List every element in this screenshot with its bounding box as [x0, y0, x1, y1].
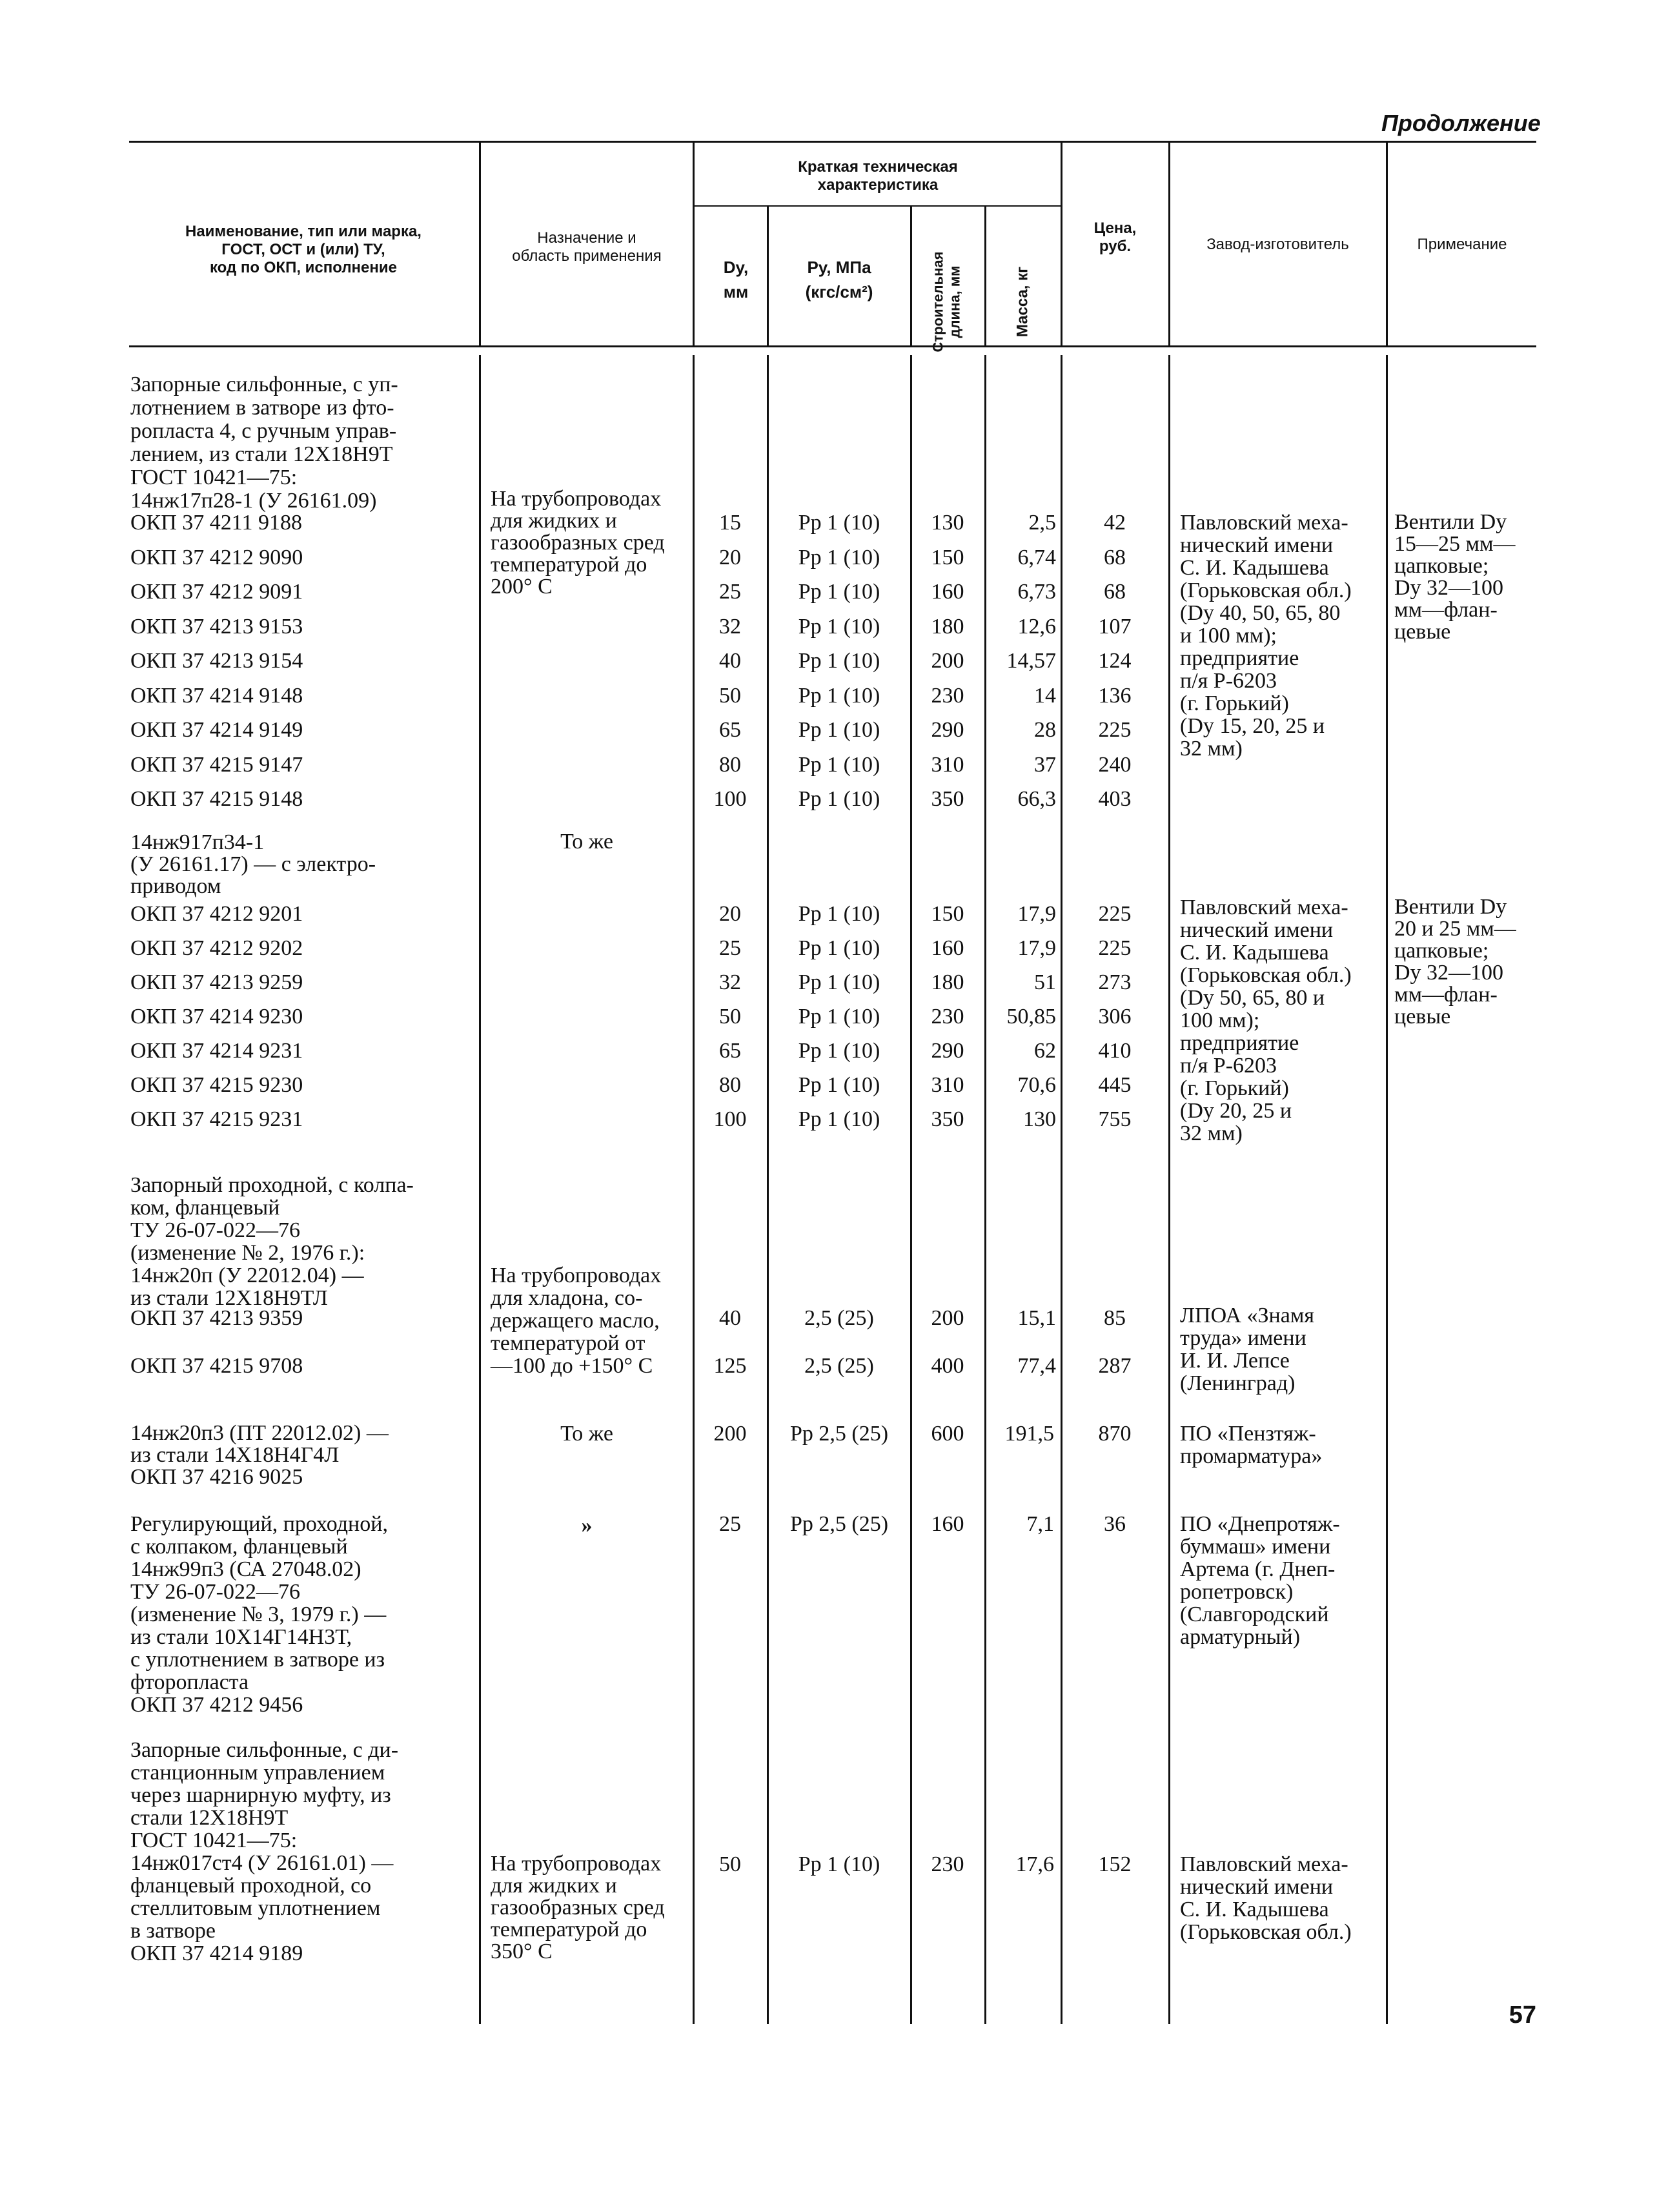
section-4-purpose: То же	[560, 1422, 613, 1446]
section-6-mass: 17,6	[1015, 1852, 1054, 1876]
row-dy: 125	[713, 1354, 747, 1378]
header-note: Примечание	[1417, 236, 1507, 253]
row-py: Pр 1 (10)	[798, 718, 880, 742]
row-py: Pр 1 (10)	[798, 752, 880, 777]
row-dy: 80	[719, 1073, 741, 1097]
row-mass: 6,74	[1017, 545, 1056, 569]
row-code: ОКП 37 4214 9231	[130, 1039, 303, 1063]
row-mass: 12,6	[1017, 614, 1056, 639]
header-dy: Dу, мм	[723, 258, 749, 302]
row-length: 230	[931, 683, 964, 708]
row-price: 225	[1098, 936, 1132, 960]
row-dy: 40	[719, 649, 741, 673]
section-4-price: 870	[1098, 1422, 1132, 1446]
row-py: Pр 1 (10)	[798, 1039, 880, 1063]
section-4-len: 600	[931, 1422, 964, 1446]
section-3-purpose: На трубопроводах для хладона, со- держащего масло, температурой от —100 до +150° С	[491, 1264, 662, 1378]
row-mass: 50,85	[1006, 1005, 1056, 1029]
row-length: 160	[931, 936, 964, 960]
row-code: ОКП 37 4212 9201	[130, 902, 303, 926]
row-length: 150	[931, 545, 964, 569]
row-price: 107	[1098, 614, 1132, 639]
row-py: Pр 1 (10)	[798, 902, 880, 926]
section-5-mass: 7,1	[1026, 1512, 1054, 1536]
row-price: 755	[1098, 1107, 1132, 1131]
row-length: 290	[931, 1039, 964, 1063]
section-5-purpose: »	[581, 1513, 593, 1537]
body-rule-2	[693, 355, 695, 2024]
continuation-label: Продолжение	[1381, 110, 1541, 136]
row-length: 200	[931, 1306, 964, 1330]
row-length: 400	[931, 1354, 964, 1378]
section-2-plant: Павловский меха- нический имени С. И. Кадышева (Горьковская обл.) (Dу 50, 65, 80 и 100 мм); предприятие п/я Р-6203 (г. Горький) (Dу 20, 25 и 32 мм)	[1180, 896, 1352, 1145]
row-length: 310	[931, 752, 964, 777]
row-mass: 77,4	[1017, 1354, 1056, 1378]
body-rule-8	[1386, 355, 1388, 2024]
row-code: ОКП 37 4214 9149	[130, 718, 303, 742]
row-price: 68	[1104, 580, 1126, 604]
header-bottom-rule	[129, 345, 1536, 347]
row-code: ОКП 37 4215 9231	[130, 1107, 303, 1131]
row-code: ОКП 37 4212 9202	[130, 936, 303, 960]
row-dy: 50	[719, 1005, 741, 1029]
row-dy: 100	[713, 787, 747, 811]
row-mass: 6,73	[1017, 580, 1056, 604]
row-code: ОКП 37 4213 9154	[130, 649, 303, 673]
section-4-dy: 200	[713, 1422, 747, 1446]
row-price: 136	[1098, 683, 1132, 708]
row-py: Pр 1 (10)	[798, 511, 880, 535]
row-dy: 32	[719, 614, 741, 639]
section-6-len: 230	[931, 1852, 964, 1876]
row-code: ОКП 37 4212 9090	[130, 545, 303, 569]
body-rule-3	[767, 355, 769, 2024]
section-6-price: 152	[1098, 1852, 1132, 1876]
header-tech-group: Краткая техническая характеристика	[798, 158, 958, 194]
section-3-title: Запорный проходной, с колпа- ком, фланцевый ТУ 26-07-022—76 (изменение № 2, 1976 г.): 14нж20п (У 22012.04) — из стали 12Х18Н9ТЛ	[130, 1173, 414, 1310]
row-price: 287	[1098, 1354, 1132, 1378]
row-py: Pр 1 (10)	[798, 787, 880, 811]
row-code: ОКП 37 4215 9708	[130, 1354, 303, 1378]
row-mass: 14	[1034, 683, 1056, 708]
section-5-plant: ПО «Днепротяж- буммаш» имени Артема (г. Днеп- ропетровск) (Славгородский арматурный)	[1180, 1512, 1340, 1649]
row-py: 2,5 (25)	[804, 1354, 874, 1378]
row-code: ОКП 37 4214 9148	[130, 683, 303, 708]
row-mass: 130	[1023, 1107, 1056, 1131]
row-length: 200	[931, 649, 964, 673]
row-code: ОКП 37 4215 9147	[130, 752, 303, 777]
header-purpose-col: Назначение и область применения	[512, 229, 662, 265]
row-code: ОКП 37 4215 9148	[130, 787, 303, 811]
section-6-py: Pр 1 (10)	[798, 1852, 880, 1876]
row-py: Pр 1 (10)	[798, 683, 880, 708]
row-price: 445	[1098, 1073, 1132, 1097]
row-py: Pр 1 (10)	[798, 649, 880, 673]
row-price: 42	[1104, 511, 1126, 535]
row-length: 230	[931, 1005, 964, 1029]
tech-group-rule	[694, 205, 1062, 207]
body-rule-5	[984, 355, 986, 2024]
row-length: 180	[931, 614, 964, 639]
section-2-note: Вентили Dу 20 и 25 мм— цапковые; Dу 32—100 мм—флан- цевые	[1394, 895, 1516, 1029]
section-4-py: Pр 2,5 (25)	[789, 1422, 889, 1446]
row-mass: 66,3	[1017, 787, 1056, 811]
row-dy: 20	[719, 545, 741, 569]
row-price: 410	[1098, 1039, 1132, 1063]
row-py: Pр 1 (10)	[798, 1073, 880, 1097]
row-mass: 17,9	[1017, 936, 1056, 960]
row-py: 2,5 (25)	[804, 1306, 874, 1330]
row-py: Pр 1 (10)	[798, 970, 880, 994]
section-2-purpose: То же	[560, 830, 613, 854]
row-dy: 80	[719, 752, 741, 777]
row-mass: 37	[1034, 752, 1056, 777]
row-length: 310	[931, 1073, 964, 1097]
row-length: 150	[931, 902, 964, 926]
row-length: 180	[931, 970, 964, 994]
header-price: Цена, руб.	[1093, 220, 1137, 255]
row-mass: 17,9	[1017, 902, 1056, 926]
row-price: 85	[1104, 1306, 1126, 1330]
row-code: ОКП 37 4213 9259	[130, 970, 303, 994]
body-rule-4	[910, 355, 912, 2024]
row-code: ОКП 37 4211 9188	[130, 511, 303, 535]
row-py: Pр 1 (10)	[798, 545, 880, 569]
row-mass: 28	[1034, 718, 1056, 742]
row-price: 273	[1098, 970, 1132, 994]
section-2-title: 14нж917п34-1 (У 26161.17) — с электро- приводом	[130, 830, 376, 898]
row-price: 124	[1098, 649, 1132, 673]
row-py: Pр 1 (10)	[798, 614, 880, 639]
row-code: ОКП 37 4214 9230	[130, 1005, 303, 1029]
section-6-dy: 50	[719, 1852, 741, 1876]
header-length: Строительная длина, мм	[930, 251, 963, 353]
row-code: ОКП 37 4213 9359	[130, 1306, 303, 1330]
header-name-col: Наименование, тип или марка, ГОСТ, ОСТ и (или) ТУ, код по ОКП, исполнение	[185, 223, 422, 276]
table-top-rule	[129, 141, 1536, 143]
row-price: 403	[1098, 787, 1132, 811]
row-dy: 32	[719, 970, 741, 994]
row-price: 68	[1104, 545, 1126, 569]
section-6-plant: Павловский меха- нический имени С. И. Кадышева (Горьковская обл.)	[1180, 1852, 1352, 1944]
section-4-plant: ПО «Пензтяж- промарматура»	[1180, 1422, 1323, 1468]
row-py: Pр 1 (10)	[798, 580, 880, 604]
section-6-purpose: На трубопроводах для жидких и газообразных сред температурой до 350° С	[491, 1852, 665, 1963]
body-rule-6	[1061, 355, 1062, 2024]
section-5-dy: 25	[719, 1512, 741, 1536]
section-1-plant: Павловский меха- нический имени С. И. Кадышева (Горьковская обл.) (Dу 40, 50, 65, 80 и 100 мм); предприятие п/я Р-6203 (г. Горький) (Dу 15, 20, 25 и 32 мм)	[1180, 511, 1352, 761]
row-price: 240	[1098, 752, 1132, 777]
row-code: ОКП 37 4213 9153	[130, 614, 303, 639]
row-py: Pр 1 (10)	[798, 1005, 880, 1029]
row-length: 350	[931, 787, 964, 811]
row-dy: 25	[719, 936, 741, 960]
section-1-purpose: На трубопроводах для жидких и газообразных сред температурой до 200° С	[491, 487, 665, 599]
section-5-title: Регулирующий, проходной, с колпаком, фланцевый 14нж99п3 (СА 27048.02) ТУ 26-07-022—76 (изменение № 3, 1979 г.) — из стали 10Х14Г14Н3Т, с уплотнением в затворе из фторопласта ОКП 37 4212 9456	[130, 1512, 388, 1717]
row-py: Pр 1 (10)	[798, 1107, 880, 1131]
row-price: 306	[1098, 1005, 1132, 1029]
row-dy: 100	[713, 1107, 747, 1131]
row-length: 290	[931, 718, 964, 742]
row-dy: 50	[719, 683, 741, 708]
section-5-len: 160	[931, 1512, 964, 1536]
row-code: ОКП 37 4215 9230	[130, 1073, 303, 1097]
row-dy: 65	[719, 1039, 741, 1063]
row-mass: 2,5	[1028, 511, 1056, 535]
row-code: ОКП 37 4212 9091	[130, 580, 303, 604]
section-4-mass: 191,5	[1004, 1422, 1054, 1446]
body-rule-7	[1168, 355, 1170, 2024]
row-length: 350	[931, 1107, 964, 1131]
row-length: 160	[931, 580, 964, 604]
row-price: 225	[1098, 902, 1132, 926]
row-dy: 65	[719, 718, 741, 742]
section-5-py: Pр 2,5 (25)	[789, 1512, 889, 1536]
row-price: 225	[1098, 718, 1132, 742]
row-dy: 15	[719, 511, 741, 535]
row-mass: 70,6	[1017, 1073, 1056, 1097]
section-1-note: Вентили Dу 15—25 мм— цапковые; Dу 32—100 мм—флан- цевые	[1394, 510, 1516, 644]
row-mass: 15,1	[1017, 1306, 1056, 1330]
header-mass: Масса, кг	[1013, 266, 1032, 338]
row-dy: 25	[719, 580, 741, 604]
header-plant: Завод-изготовитель	[1206, 236, 1349, 253]
row-py: Pр 1 (10)	[798, 936, 880, 960]
section-5-price: 36	[1104, 1512, 1126, 1536]
body-rule-1	[479, 355, 481, 2024]
header-py: Pу, МПа (кгс/см²)	[805, 258, 873, 302]
row-dy: 20	[719, 902, 741, 926]
section-4-title: 14нж20п3 (ПТ 22012.02) — из стали 14Х18Н4Г4Л ОКП 37 4216 9025	[130, 1421, 389, 1489]
row-dy: 40	[719, 1306, 741, 1330]
row-length: 130	[931, 511, 964, 535]
section-1-title: Запорные сильфонные, с уп- лотнением в затворе из фто- ропласта 4, с ручным управ- лением, из стали 12Х18Н9Т ГОСТ 10421—75: 14нж17п28-1 (У 26161.09)	[130, 373, 398, 513]
row-mass: 14,57	[1006, 649, 1056, 673]
page-number: 57	[1509, 2002, 1536, 2029]
row-mass: 51	[1034, 970, 1056, 994]
section-3-plant: ЛПОА «Знамя труда» имени И. И. Лепсе (Ленинград)	[1180, 1304, 1315, 1395]
section-6-title: Запорные сильфонные, с ди- станционным управлением через шарнирную муфту, из стали 12Х18Н9Т ГОСТ 10421—75: 14нж017ст4 (У 26161.01) — фланцевый проходной, со стеллитовым уплотнением в затворе ОКП 37 4214 9189	[130, 1738, 399, 1965]
row-mass: 62	[1034, 1039, 1056, 1063]
